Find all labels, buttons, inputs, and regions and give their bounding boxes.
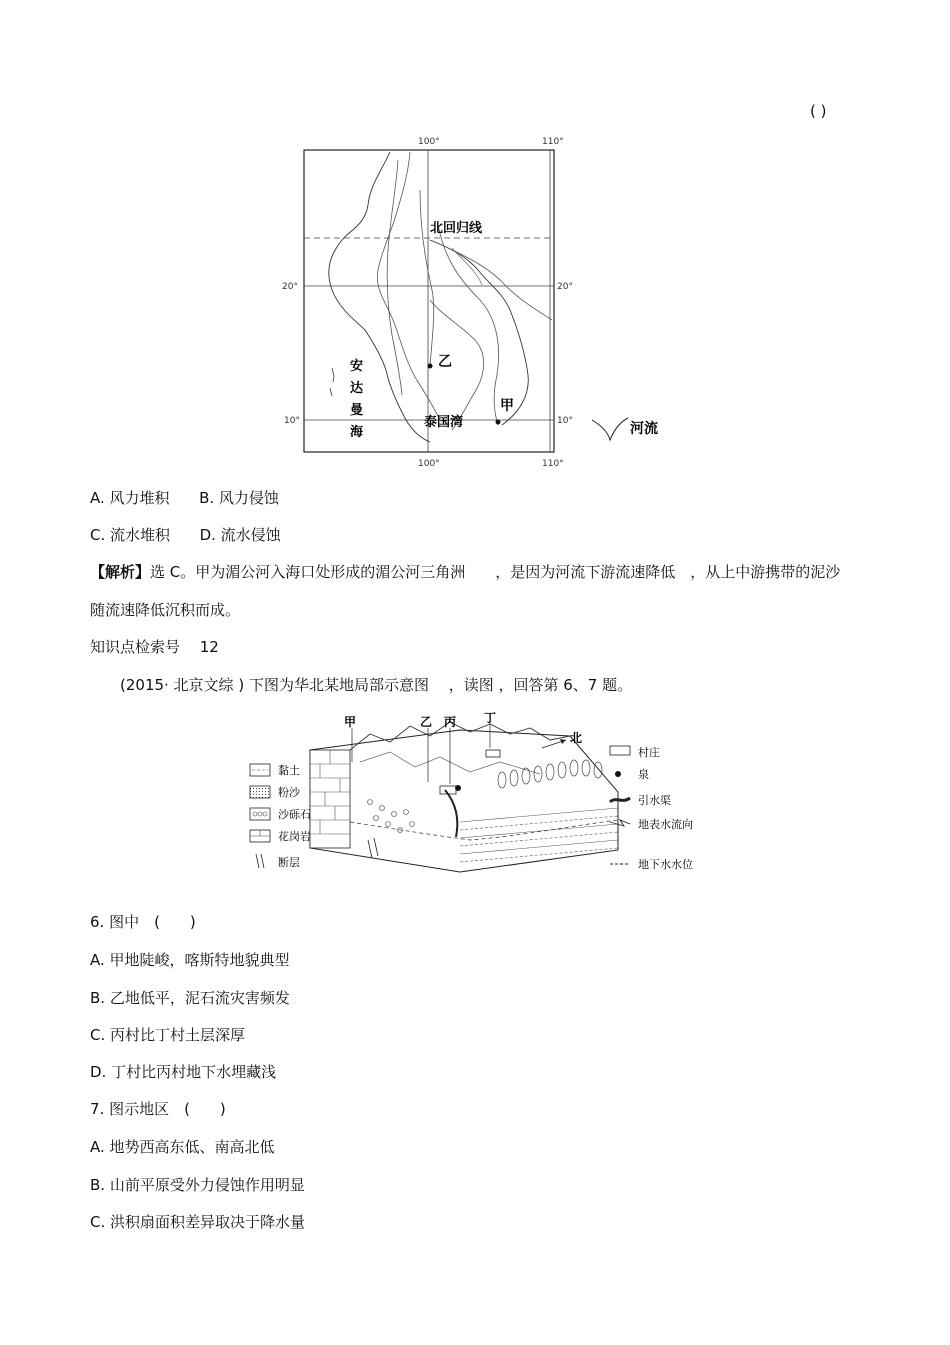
canal bbox=[445, 790, 457, 837]
tropic-label: 北回归线 bbox=[430, 221, 483, 236]
river-irrawaddy bbox=[387, 160, 402, 395]
legend-watertable: 地下水水位 bbox=[638, 858, 693, 871]
legend-granite: 花岗岩 bbox=[278, 830, 311, 843]
analysis-line1 bbox=[90, 562, 840, 582]
lon-label-110-top: 110° bbox=[542, 137, 564, 147]
knowledge-index: 知识点检索号 12 bbox=[90, 638, 219, 656]
q7-option-a: A. 地势西高东低、南高北低 bbox=[90, 1138, 275, 1156]
q6-stem: 6. 图中 ( ) bbox=[90, 913, 196, 931]
legend-village: 村庄 bbox=[638, 746, 660, 759]
village-ding bbox=[486, 750, 500, 757]
q7-option-b: B. 山前平原受外力侵蚀作用明显 bbox=[90, 1176, 305, 1194]
sea-label-char: 安 bbox=[350, 359, 364, 374]
border-laos bbox=[452, 248, 482, 285]
fault-symbol bbox=[368, 838, 378, 858]
legend-canal: 引水渠 bbox=[638, 794, 671, 807]
q7-stem: 7. 图示地区 ( ) bbox=[90, 1100, 226, 1118]
lat-label-10-left: 10° bbox=[284, 416, 300, 426]
legend-spring: 泉 bbox=[638, 768, 649, 781]
granite-wall bbox=[310, 750, 350, 848]
analysis-text-1: 选 C。甲为湄公河入海口处形成的湄公河三角洲 ，是因为河流下游流速降低 ，从上中游携带的泥沙 bbox=[150, 563, 841, 581]
point-jia-marker bbox=[496, 420, 501, 425]
southeast-asia-map bbox=[270, 130, 690, 475]
river-legend-icon bbox=[592, 418, 628, 440]
andaman-islands bbox=[332, 368, 334, 382]
analysis-line2: 随流速降低沉积而成。 bbox=[90, 601, 241, 619]
diagram-label-ding: 丁 bbox=[484, 712, 497, 725]
north-china-block-diagram bbox=[240, 712, 710, 882]
legend-village-swatch bbox=[610, 746, 630, 755]
diagram-label-jia: 甲 bbox=[344, 715, 357, 729]
legend-fault-swatch bbox=[256, 854, 259, 868]
map-frame bbox=[304, 150, 554, 452]
north-label: 北 bbox=[570, 731, 583, 745]
question-intro: (2015· 北京文综 ) 下图为华北某地局部示意图 ，读图 ，回答第 6、7 题。 bbox=[120, 676, 633, 694]
lon-label-100-top: 100° bbox=[418, 137, 440, 147]
q7-option-c: C. 洪积扇面积差异取决于降水量 bbox=[90, 1213, 306, 1231]
sea-label-char: 曼 bbox=[350, 403, 364, 418]
legend-clay: 黏土 bbox=[278, 764, 300, 777]
mountain-ridge bbox=[350, 722, 570, 750]
q6-option-d: D. 丁村比丙村地下水埋藏浅 bbox=[90, 1063, 277, 1081]
option-b: B. 风力侵蚀 bbox=[199, 489, 279, 507]
option-a: A. 风力堆积 bbox=[90, 489, 170, 507]
analysis-tag: 【解析】 bbox=[90, 563, 151, 581]
legend-silt-swatch bbox=[250, 786, 270, 798]
diagram-label-yi: 乙 bbox=[420, 715, 433, 729]
option-c: C. 流水堆积 bbox=[90, 526, 171, 544]
point-yi-marker bbox=[428, 364, 433, 369]
coastline-vietnam-north bbox=[448, 248, 552, 320]
q5-options-row2 bbox=[90, 525, 281, 545]
lat-label-10-right: 10° bbox=[557, 416, 573, 426]
river-chao-phraya bbox=[420, 190, 434, 365]
legend-silt: 粉沙 bbox=[278, 786, 300, 799]
q6-option-b: B. 乙地低平，泥石流灾害频发 bbox=[90, 989, 290, 1007]
option-d: D. 流水侵蚀 bbox=[199, 526, 281, 544]
lon-label-110-bottom: 110° bbox=[542, 459, 564, 469]
block-outline bbox=[310, 730, 618, 872]
point-yi-label: 乙 bbox=[438, 354, 452, 370]
sea-label-char: 海 bbox=[350, 425, 364, 440]
q6-option-c: C. 丙村比丁村土层深厚 bbox=[90, 1026, 246, 1044]
river-mekong bbox=[438, 225, 499, 425]
point-jia-label: 甲 bbox=[500, 398, 514, 414]
river-legend-label: 河流 bbox=[630, 421, 658, 437]
legend-canal-swatch bbox=[610, 798, 630, 802]
q5-options-row1 bbox=[90, 488, 279, 508]
legend-fault: 断层 bbox=[278, 856, 300, 869]
diagram-label-bing: 丙 bbox=[444, 715, 457, 729]
legend-flow: 地表水流向 bbox=[638, 818, 693, 831]
sea-label-char: 达 bbox=[350, 381, 364, 396]
legend-spring-swatch bbox=[615, 771, 621, 777]
gulf-label: 泰国湾 bbox=[424, 415, 464, 430]
legend-flow-swatch bbox=[610, 820, 630, 826]
answer-bracket: ( ) bbox=[810, 102, 827, 120]
lat-label-20-left: 20° bbox=[282, 282, 298, 292]
coastline-west bbox=[329, 152, 430, 442]
legend-gravel: 沙砾石 bbox=[278, 808, 311, 821]
q6-option-a: A. 甲地陡峻，喀斯特地貌典型 bbox=[90, 951, 290, 969]
lon-label-100-bottom: 100° bbox=[418, 459, 440, 469]
lat-label-20-right: 20° bbox=[557, 282, 573, 292]
